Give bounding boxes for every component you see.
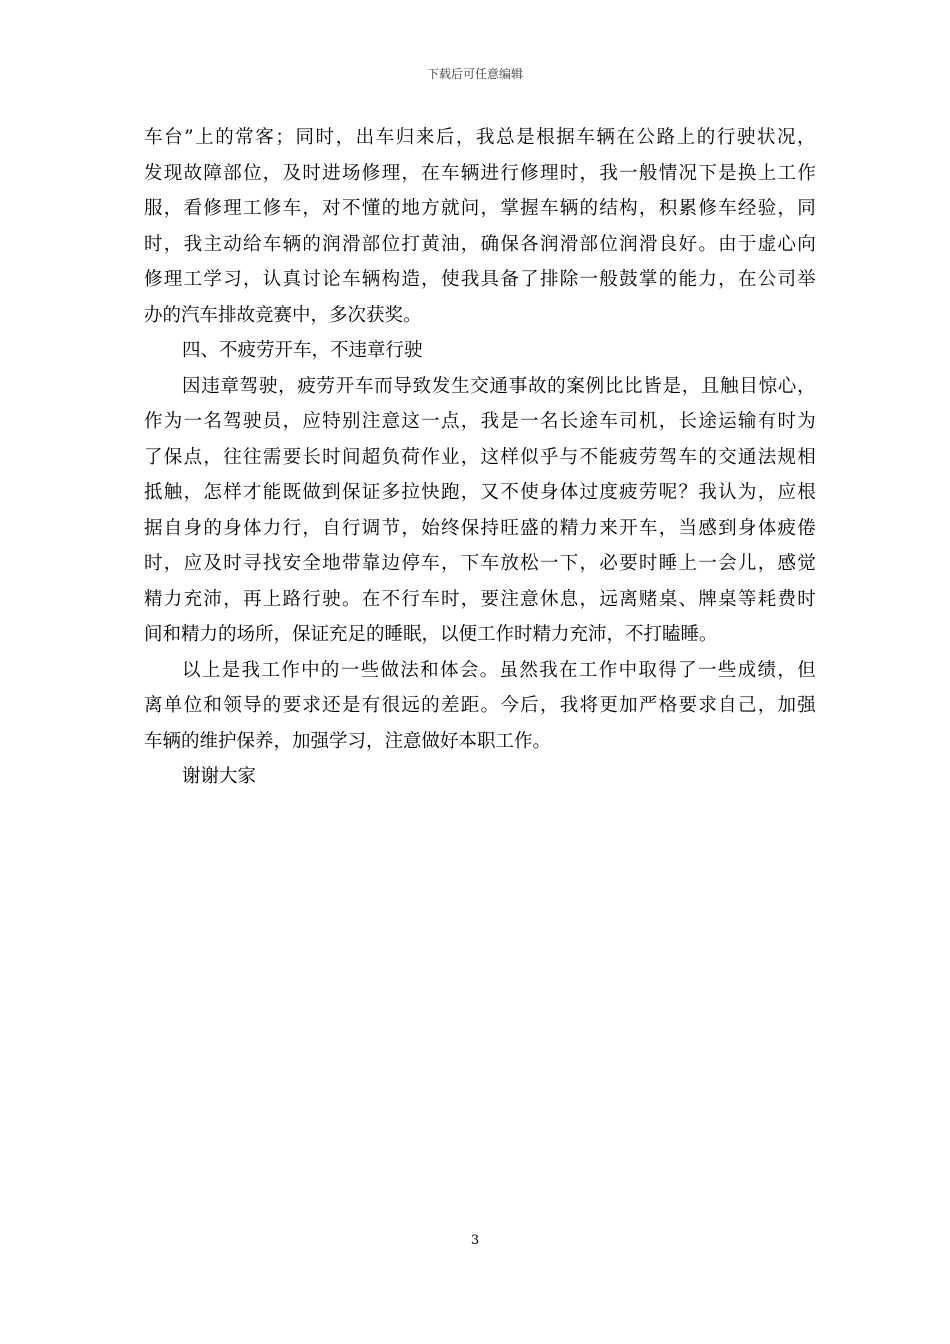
paragraph-line: 了 保 点 ， 往 往 需 要 长 时 间 超 负 荷 作 业 ， 这 样 似 乎 与 不 能 疲 劳 驾 车 的 交 通 法 规 相	[144, 446, 816, 468]
paragraph-line: 以 上 是 我 工 作 中 的 一 些 做 法 和 体 会 。 虽 然 我 在 工 作 中 取 得 了 一 些 成 绩 ， 但	[182, 659, 816, 681]
paragraph-line: 修 理 工 学 习 ， 认 真 讨 论 车 辆 构 造 ， 使 我 具 备 了 排 除 一 般 鼓 掌 的 能 力 ， 在 公 司 举	[144, 269, 816, 290]
paragraph-line: 服 ， 看 修 理 工 修 车 ， 对 不 懂 的 地 方 就 问 ， 掌 握 车 辆 的 结 构 ， 积 累 修 车 经 验 ， 同	[144, 198, 816, 219]
section-heading: 四、不疲劳开车，不违章行驶	[182, 340, 423, 361]
paragraph-line: 时 ， 我 主 动 给 车 辆 的 润 滑 部 位 打 黄 油 ， 确 保 各 润 滑 部 位 润 滑 良 好 。 由 于 虚 心 向	[144, 233, 816, 255]
paragraph-line: 办的汽车排故竞赛中，多次获奖。	[144, 304, 422, 326]
page-number: 3	[470, 1233, 480, 1248]
paragraph-line: 据 自 身 的 身 体 力 行 ， 自 行 调 节 ， 始 终 保 持 旺 盛 的 精 力 来 开 车 ， 当 感 到 身 体 疲 倦	[144, 517, 816, 539]
paragraph-line: 车 台 ” 上 的 常 客 ； 同 时 ， 出 车 归 来 后 ， 我 总 是 根 据 车 辆 在 公 路 上 的 行 驶 状 况 ，	[144, 127, 816, 148]
document-body	[144, 120, 816, 795]
paragraph-line: 时 ， 应 及 时 寻 找 安 全 地 带 靠 边 停 车 ， 下 车 放 松 一 下 ， 必 要 时 睡 上 一 会 儿 ， 感 觉	[144, 553, 816, 574]
paragraph-line: 精 力 充 沛 ， 再 上 路 行 驶 。 在 不 行 车 时 ， 要 注 意 休 息 ， 远 离 赌 桌 、 牌 桌 等 耗 费 时	[144, 588, 816, 610]
paragraph-line: 因 违 章 驾 驶 ， 疲 劳 开 车 而 导 致 发 生 交 通 事 故 的 案 例 比 比 皆 是 ， 且 触 目 惊 心 ，	[182, 375, 816, 397]
paragraph-line: 抵 触 ， 怎 样 才 能 既 做 到 保 证 多 拉 快 跑 ， 又 不 使 身 体 过 度 疲 劳 呢 ？ 我 认 为 ， 应 根	[144, 482, 816, 503]
page-header: 下载后可任意编辑	[426, 67, 523, 81]
closing-line: 谢谢大家	[182, 766, 257, 787]
paragraph-line: 作 为 一 名 驾 驶 员 ， 应 特 别 注 意 这 一 点 ， 我 是 一 名 长 途 车 司 机 ， 长 途 运 输 有 时 为	[144, 411, 816, 432]
paragraph-line: 间和精力的场所，保证充足的睡眠，以便工作时精力充沛，不打瞌睡。	[144, 624, 718, 645]
paragraph-line: 离 单 位 和 领 导 的 要 求 还 是 有 很 远 的 差 距 。 今 后 ， 我 将 更 加 严 格 要 求 自 己 ， 加 强	[144, 695, 816, 716]
paragraph-line: 发 现 故 障 部 位 ， 及 时 进 场 修 理 ， 在 车 辆 进 行 修 理 时 ， 我 一 般 情 况 下 是 换 上 工 作	[144, 162, 816, 184]
paragraph-line: 车辆的维护保养，加强学习，注意做好本职工作。	[144, 730, 552, 752]
